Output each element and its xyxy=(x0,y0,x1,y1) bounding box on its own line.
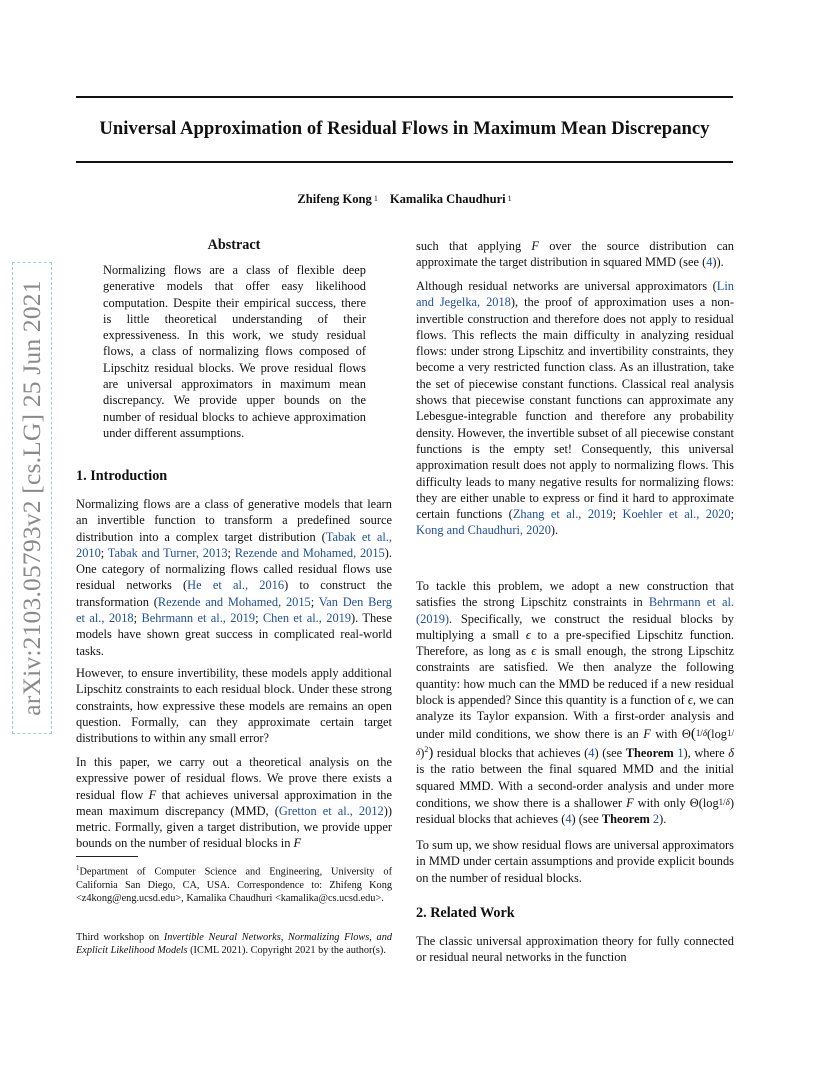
author-name: Kamalika Chaudhuri xyxy=(389,192,506,206)
footnote-rule xyxy=(76,856,138,857)
body-paragraph: The classic universal approximation theory for fully connected or residual neural networks in the function xyxy=(416,934,734,965)
author-name: Zhifeng Kong xyxy=(297,192,372,206)
citation-link[interactable]: Behrmann et al., 2019 xyxy=(141,611,256,626)
citation-link[interactable]: Lin and Jegelka, 2018 xyxy=(416,279,734,310)
citation-link[interactable]: He et al., 2016 xyxy=(187,578,285,593)
author-affiliation: 1 xyxy=(507,194,512,203)
section-heading-related-work: 2. Related Work xyxy=(416,905,515,921)
citation-link[interactable]: Van Den Berg et al., 2018 xyxy=(76,594,392,626)
citation-link[interactable]: Zhang et al., 2019 xyxy=(512,507,613,522)
citation-link[interactable]: Behrmann et al. (2019) xyxy=(416,595,734,626)
section-heading-introduction: 1. Introduction xyxy=(76,468,168,484)
arxiv-stamp: arXiv:2103.05793v2 [cs.LG] 25 Jun 2021 xyxy=(17,280,46,716)
title-rule-bottom xyxy=(76,161,733,163)
equation-ref-link[interactable]: 4 xyxy=(706,255,713,270)
body-paragraph: To tackle this problem, we adopt a new construction that satisfies the strong Lipschitz constraints in Behrmann et al. (2019). Specifically, we construct the residual blocks by multiplying a small ϵ to a pre-specified Lipschitz function. Therefore, as long as ϵ is small enough, the strong Lipschitz constraints are satisfied. We then analyze the following quantity: how much can the MMD be reduced if a new residual block is appended? Since this quantity is a function of ϵ, we can analyze its Taylor expansion. With a first-order analysis and under mild conditions, we show there is an F with $\Theta(1/\delta(\log 1/\delta)^2)$ residual blocks that achieves (4) (see Theorem 1), where δ is the ratio between the final squared MMD and the initial squared MMD. With a second-order analysis and under more conditions, we show there is a shallower F with only Θ(log1/δ) residual blocks that achieves (4) (see Theorem 2). xyxy=(416,579,735,827)
body-paragraph: such that applying F over the source distribution can approximate the target distribution in squared MMD (see (4)). xyxy=(416,239,735,270)
citation-link[interactable]: Kong and Chaudhuri, 2020 xyxy=(416,523,551,538)
citation-link[interactable]: Rezende and Mohamed, 2015 xyxy=(157,594,311,609)
intro-paragraph: In this paper, we carry out a theoretical analysis on the expressive power of residual flows. We prove there exists a residual flow F that achieves universal approximation in the mean maximum discrepancy (MMD, (Gretton et al., 2012)) metric. Formally, given a target distribution, we provide upper bounds on the number of residual blocks in F xyxy=(76,755,392,851)
affiliation-footnote: $^1$Department of Computer Science and Engineering, University of California San Diego, CA, USA. Correspondence to: Zhifeng Kong <z4kong@eng.ucsd.edu>, Kamalika Chaudhuri <kamalika@cs.ucsd.edu>. xyxy=(76,864,392,905)
equation-ref-link[interactable]: 4 xyxy=(588,746,595,761)
title-rule-top xyxy=(76,96,733,98)
theorem-ref-link[interactable]: 2 xyxy=(652,812,660,827)
author-list xyxy=(76,192,733,207)
complexity-expression: $\Theta(1/\delta(\log 1/\delta)^2)$ xyxy=(416,725,735,762)
paper-title: Universal Approximation of Residual Flows in Maximum Mean Discrepancy xyxy=(99,118,710,139)
citation-link[interactable]: Chen et al., 2019 xyxy=(262,611,352,626)
citation-link[interactable]: Koehler et al., 2020 xyxy=(622,507,731,522)
abstract-text: Normalizing flows are a class of flexible deep generative models that offer easy likelihood computation. Despite their empirical success, there is little theoretical understanding of their expressiveness. In this work, we study residual flows, a class of normalizing flows composed of Lipschitz residual blocks. We prove residual flows are universal approximators in maximum mean discrepancy. We provide upper bounds on the number of residual blocks to achieve approximation under different assumptions. xyxy=(103,263,366,440)
theorem-ref-link[interactable]: 1 xyxy=(677,746,684,761)
citation-link[interactable]: Rezende and Mohamed, 2015 xyxy=(234,545,385,560)
intro-paragraph: However, to ensure invertibility, these models apply additional Lipschitz constraints to each residual block. Under these strong constraints, how expressive these models are remains an open question. Formally, can they approximate certain target distributions to within any small error? xyxy=(76,666,392,746)
equation-ref-link[interactable]: 4 xyxy=(565,812,572,827)
workshop-note: Third workshop on Invertible Neural Networks, Normalizing Flows, and Explicit Likelihood Models (ICML 2021). Copyright 2021 by the author(s). xyxy=(76,932,392,957)
body-paragraph: To sum up, we show residual flows are universal approximators in MMD under certain assumptions and provide explicit bounds on the number of residual blocks. xyxy=(416,838,734,885)
citation-link[interactable]: Tabak and Turner, 2013 xyxy=(107,545,228,560)
abstract-heading: Abstract xyxy=(207,237,261,253)
complexity-expression: Θ(log1/δ) xyxy=(689,795,734,810)
author-affiliation: 1 xyxy=(373,194,378,203)
body-paragraph: Although residual networks are universal approximators (Lin and Jegelka, 2018), the proof of approximation uses a non-invertible construction and therefore does not apply to residual flows. This reflects the main difficulty in analyzing residual flows: under strong Lipschitz and invertibility constraints, they become a very restricted function class. As an illustration, take the set of piecewise constant functions. Classical real analysis shows that piecewise constant functions can approximate any Lebesgue-integrable function and therefore any probability density. However, the invertible subset of all piecewise constant functions is the empty set! Consequently, this universal approximation result does not apply to normalizing flows. This difficulty leads to many negative results for normalizing flows: they are either unable to express or find it hard to approximate certain functions (Zhang et al., 2019; Koehler et al., 2020; Kong and Chaudhuri, 2020). xyxy=(416,279,735,538)
intro-paragraph: Normalizing flows are a class of generative models that learn an invertible function to transform a predefined source distribution into a complex target distribution (Tabak et al., 2010; Tabak and Turner, 2013; Rezende and Mohamed, 2015). One category of normalizing flows called residual flows use residual networks (He et al., 2016) to construct the transformation (Rezende and Mohamed, 2015; Van Den Berg et al., 2018; Behrmann et al., 2019; Chen et al., 2019). These models have shown great success in complicated real-world tasks. xyxy=(76,497,393,658)
citation-link[interactable]: Tabak et al., 2010 xyxy=(76,529,392,560)
citation-link[interactable]: Gretton et al., 2012 xyxy=(278,803,384,818)
